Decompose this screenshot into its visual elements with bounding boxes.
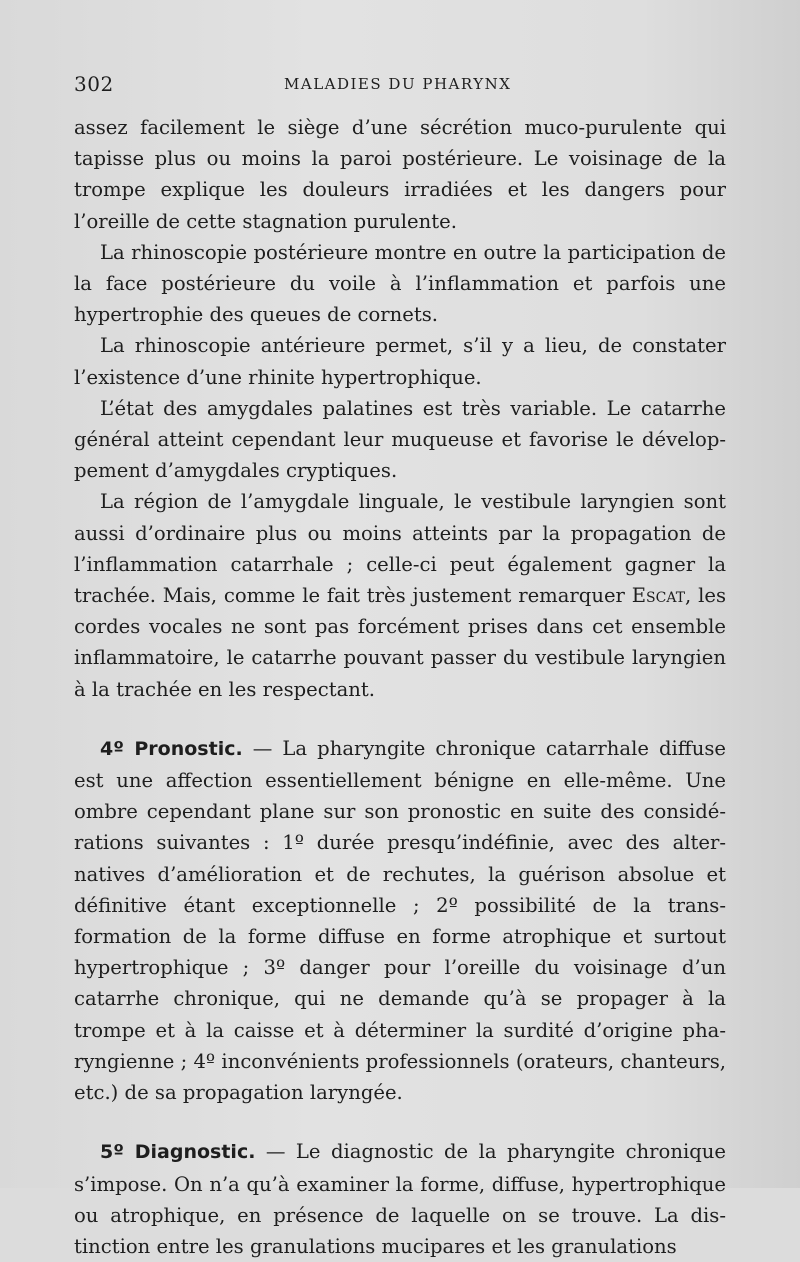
paragraph-rhinoscopie-posterieure: La rhinoscopie postérieure montre en outre la participation de la face postérieure du voile à l’inflammation et parfois une hypertrophie des queues de cornets. bbox=[74, 240, 726, 327]
running-title: MALADIES DU PHARYNX bbox=[284, 75, 512, 93]
paragraph-continuation: assez facilement le siège d’une sécrétion muco-purulente qui tapisse plus ou moins la paroi postérieure. Le voisinage de la trompe explique les douleurs irradiées et les dangers pour l’oreille de cette stagnation purulente. bbox=[74, 116, 726, 233]
section-heading-pronostic: 4º Pronostic. bbox=[100, 737, 243, 760]
paragraph-amygdale-linguale bbox=[74, 486, 726, 704]
section-text-diagnostic: — Le diagnostic de la pharyngite chronique s’impose. On n’a qu’à examiner la forme, diffuse, hypertrophique ou atrophique, en présence de laquelle on se trouve. La distinction entre les granulations mucipares et les granulations bbox=[74, 1140, 726, 1258]
author-name: Escat bbox=[631, 584, 686, 608]
section-heading-diagnostic: 5º Diagnostic. bbox=[100, 1141, 256, 1164]
page-header bbox=[74, 72, 724, 100]
paragraph-rhinoscopie-anterieure: La rhinoscopie antérieure permet, s’il y a lieu, de constater l’existence d’une rhinite hypertrophique. bbox=[74, 334, 726, 389]
section-pronostic bbox=[74, 733, 726, 1108]
page-number: 302 bbox=[74, 72, 114, 96]
paragraph-amygdale-linguale-text: La région de l’amygdale linguale, le vestibule laryngien sont aussi d’ordinaire plus ou moins atteints par la propagation de l’inflammation catarrhale ; celle-ci peut également gagner la trachée. Mais, comme le fait très justement remarquer bbox=[74, 490, 726, 608]
paragraph-amygdales: L’état des amygdales palatines est très variable. Le catarrhe général atteint cependant leur muqueuse et favorise le développement d’amygdales cryptiques. bbox=[74, 396, 726, 483]
paragraph-amygdale-linguale-end: , les cordes vocales ne sont pas forcément prises dans cet ensemble inflammatoire, le catarrhe pouvant passer du vestibule laryngien à la trachée en les respectant. bbox=[74, 584, 727, 701]
section-text-pronostic: — La pharyngite chronique catarrhale diffuse est une affection essentiellement bénigne en elle-même. Une ombre cependant plane sur son pronostic en suite des considérations suivantes : 1º durée presqu’indéfinie, avec des alternatives d’amélioration et de rechutes, la guérison absolue et définitive étant exceptionnelle ; 2º possibilité de la transformation de la forme diffuse en forme atrophique et surtout hypertrophique ; 3º danger pour l’oreille du voisinage d’un catarrhe chronique, qui ne demande qu’à se propager à la trompe et à la caisse et à déterminer la surdité d’origine pharyngienne ; 4º inconvénients professionnels (orateurs, chanteurs, etc.) de sa propagation laryngée. bbox=[74, 736, 726, 1105]
body-text bbox=[74, 112, 726, 1262]
section-diagnostic bbox=[74, 1136, 726, 1262]
